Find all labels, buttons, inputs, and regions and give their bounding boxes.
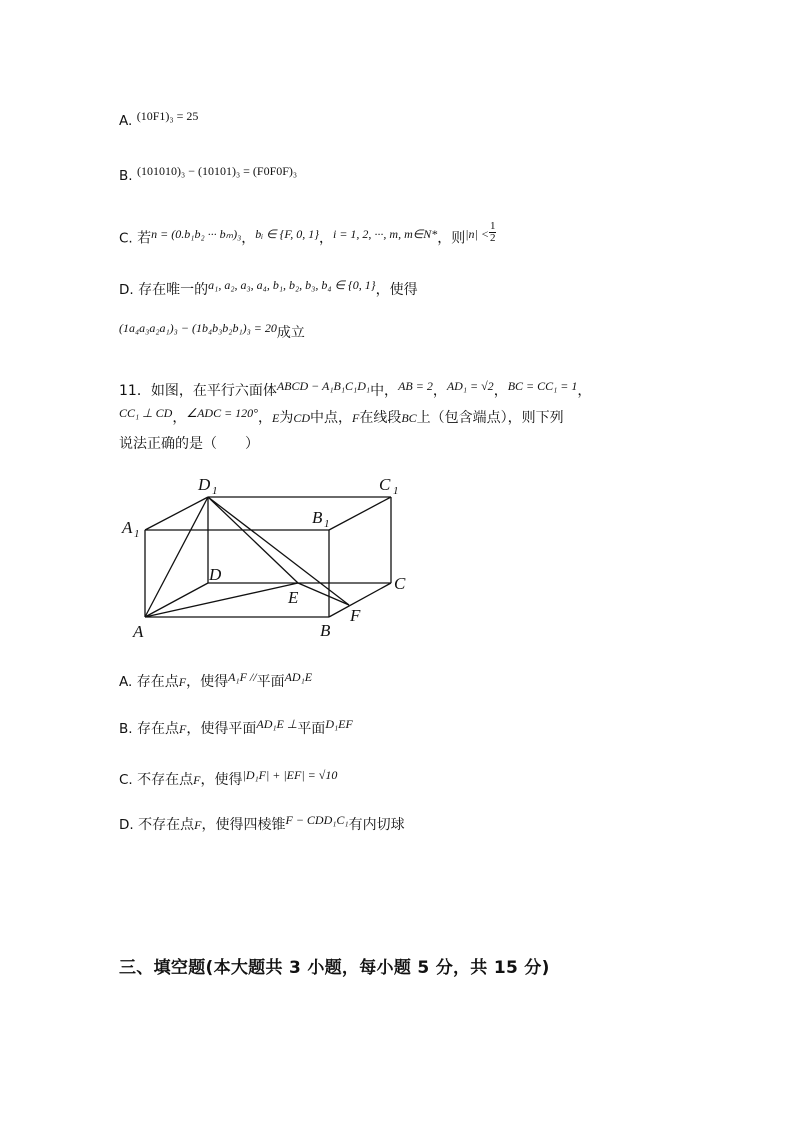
label-a1: A [122, 518, 133, 537]
text: 上（包含端点），则下列 [416, 410, 564, 426]
text: 不存在点 [137, 772, 194, 788]
math-expression: bᵢ ∈ {F, 0, 1} [255, 226, 319, 241]
math-expression: |D₁F| + |EF| = √10 [242, 768, 338, 782]
label-a1-sub: 1 [134, 528, 140, 540]
math-expression: F [179, 722, 187, 736]
text: 平面 [297, 721, 326, 737]
text: ， [319, 230, 333, 247]
math-expression: CD [293, 411, 310, 425]
option-label: C. [119, 230, 133, 247]
text: ，使得 [375, 282, 418, 298]
q11-option-a [119, 672, 312, 692]
math-expression: F [193, 773, 201, 787]
text: ， [257, 410, 272, 426]
text: ， [493, 383, 508, 399]
text: ， [577, 383, 592, 399]
edge-a1d1 [145, 497, 208, 530]
math-expression: BC [401, 411, 417, 425]
text: ，使得四棱锥 [201, 817, 286, 833]
section-title: 三、填空题(本大题共 3 小题，每小题 5 分，共 15 分) [119, 958, 550, 978]
edge-b1c1 [329, 497, 391, 530]
math-expression: AD₁E ⊥ [256, 717, 298, 731]
option-label: D. [119, 817, 134, 833]
text: 成立 [276, 325, 305, 341]
text: ， [241, 230, 256, 247]
math-expression: (10F1)₃ = 25 [136, 109, 199, 123]
math-expression: n = (0.b₁b₂ ··· bₘ)₃ [151, 226, 242, 241]
math-expression: (101010)₃ − (10101)₃ = (F0F0F)₃ [137, 164, 298, 178]
question-number: 11．如图，在平行六面体 [119, 383, 277, 399]
math-expression: ABCD − A₁B₁C₁D₁ [276, 379, 371, 393]
segment-ae [145, 583, 298, 617]
label-b: B [320, 621, 331, 640]
math-expression: ∠ADC = 120° [186, 406, 258, 420]
label-a: A [133, 622, 144, 641]
math-expression: AD₁E [284, 670, 313, 684]
math-expression: AD₁ = √2 [446, 379, 494, 393]
label-e: E [288, 588, 299, 607]
text: ， [172, 410, 187, 426]
label-d: D [209, 565, 222, 584]
text: ，使得平面 [186, 721, 257, 737]
segment-d1f [208, 497, 349, 605]
math-expression: i = 1, 2, ···, m, m∈N* [333, 226, 438, 241]
math-expression: D₁EF [325, 717, 353, 731]
text: 存在唯一的 [138, 282, 209, 298]
q11-option-c [119, 770, 337, 790]
option-label: C. [119, 772, 133, 788]
math-expression: a₁, a₂, a₃, a₄, b₁, b₂, b₃, b₄ ∈ {0, 1} [208, 278, 376, 292]
text: ，使得 [186, 674, 229, 690]
segment-d1e [208, 497, 298, 583]
math-expression: E [271, 411, 280, 425]
text: 在线段 [359, 410, 402, 426]
segment-d1a [145, 497, 208, 617]
text: 中， [370, 383, 399, 399]
option-label: D. [119, 282, 134, 298]
text: 有内切球 [348, 817, 405, 833]
option-label: A. [119, 113, 133, 129]
label-b1: B [312, 508, 323, 527]
text: 平面 [256, 674, 285, 690]
math-expression: F [351, 411, 360, 425]
label-f: F [350, 606, 361, 625]
math-expression: A₁F // [228, 670, 257, 684]
math-expression: |n| < [465, 226, 489, 241]
label-c: C [394, 574, 406, 593]
option-label: B. [119, 721, 133, 737]
q11-option-d [119, 815, 405, 835]
segment-ef [298, 583, 349, 605]
label-b1-sub: 1 [324, 518, 330, 530]
label-c1: C [379, 475, 391, 494]
text: 不存在点 [138, 817, 195, 833]
math-expression: F − CDD₁C₁ [285, 813, 349, 827]
option-label: A. [119, 674, 133, 690]
math-expression: AB = 2 [398, 379, 433, 393]
math-expression: (1a₄a₃a₂a₁)₃ − (1b₄b₃b₂b₁)₃ = 20 [119, 321, 277, 335]
fraction-denominator: 2 [489, 232, 496, 244]
label-d1-sub: 1 [212, 485, 218, 497]
text: 若 [137, 230, 152, 247]
math-expression: F [194, 818, 202, 832]
text: 存在点 [137, 721, 180, 737]
text: 为 [279, 410, 294, 426]
math-expression: CC₁ ⊥ CD [119, 406, 173, 420]
math-expression: F [178, 675, 187, 689]
text: 存在点 [136, 674, 179, 690]
label-c1-sub: 1 [393, 485, 399, 497]
text: ， [432, 383, 447, 399]
text: ，则 [437, 230, 466, 247]
option-label: B. [119, 168, 133, 184]
math-expression: BC = CC₁ = 1 [507, 379, 578, 393]
fraction-numerator: 1 [489, 220, 496, 232]
label-d1: D [198, 475, 211, 494]
text: 说法正确的是（ ） [119, 436, 259, 452]
text: 中点， [309, 410, 352, 426]
q11-option-b [119, 719, 353, 739]
text: ，使得 [200, 772, 243, 788]
